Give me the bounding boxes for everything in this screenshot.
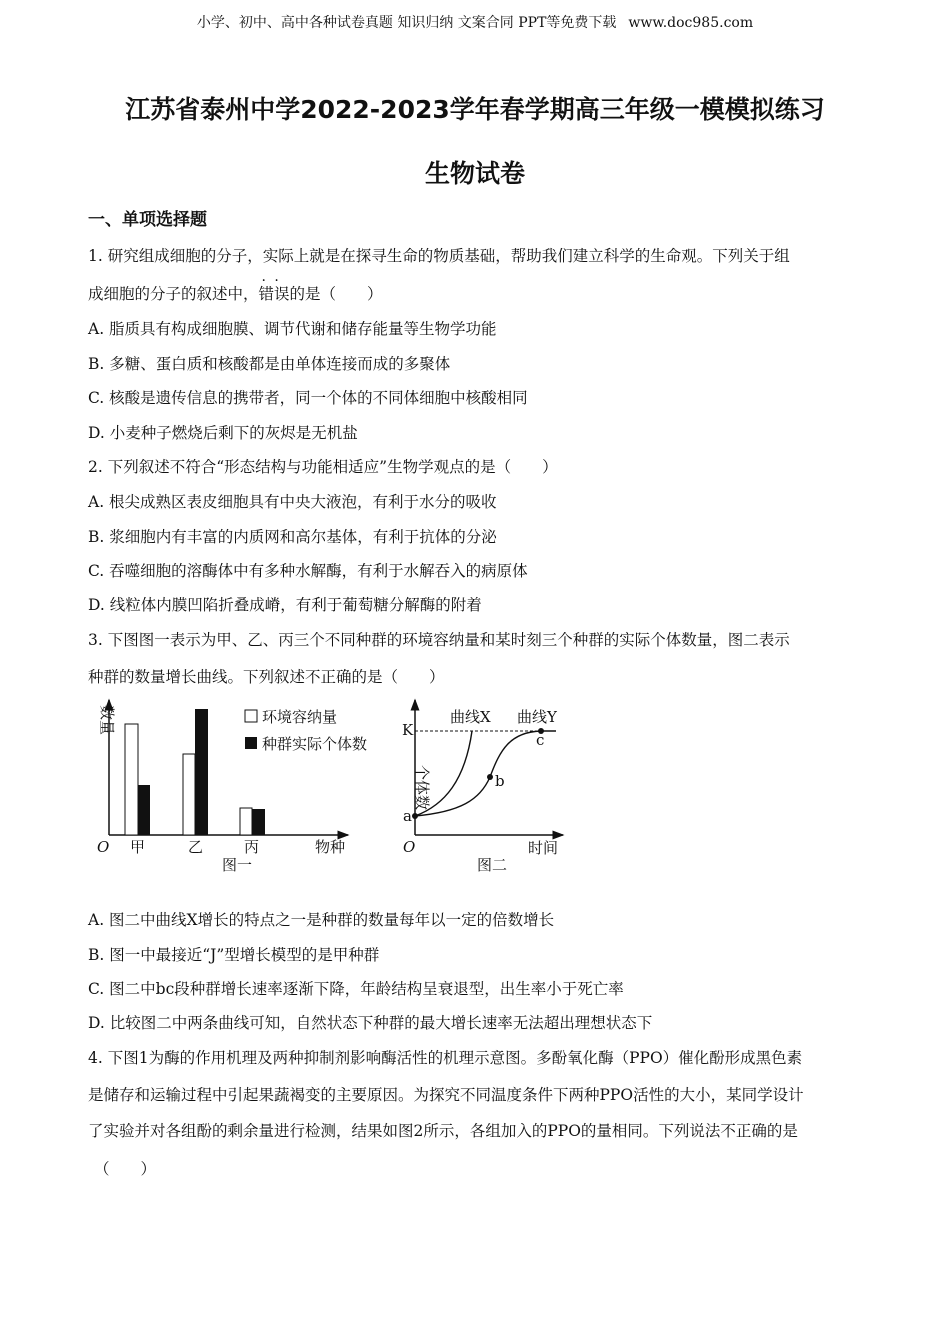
q1-stem: 1. 研究组成细胞的分子，实际上就是在探寻生命的物质基础，帮助我们建立科学的生命观。下列关于组 [88,247,790,265]
category-jia: 甲 [130,838,146,856]
bar-jia-capacity [125,724,138,835]
q4-stem-3: 了实验并对各组酚的剩余量进行检测，结果如图2所示，各组加入的PPO的量相同。下列说法不正确的是 [88,1122,798,1140]
y-label: 数量 [98,705,116,736]
text: 成细胞的分子的叙述中， [88,285,259,303]
x-label: 时间 [528,839,559,857]
q2-stem: 2. 下列叙述不符合“形态结构与功能相适应”生物学观点的是（ ） [88,458,558,476]
bar-bing-capacity [240,808,252,835]
q1-option-d: D. 小麦种子燃烧后剩下的灰烬是无机盐 [88,424,358,442]
q4-stem-2: 是储存和运输过程中引起果蔬褐变的主要原因。为探究不同温度条件下两种PPO活性的大小，某同学设计 [88,1086,804,1104]
text: 的是（ ） [289,285,383,303]
legend-swatch-capacity [245,710,257,722]
curve-y [415,731,556,816]
x-label: 物种 [315,838,346,856]
legend-capacity: 环境容纳量 [262,708,338,726]
category-yi: 乙 [188,838,204,856]
q3-stem: 3. 下图图一表示为甲、乙、丙三个不同种群的环境容纳量和某时刻三个种群的实际个体数量，图二表示 [88,631,790,649]
bar-yi-actual [195,709,208,835]
point-a [412,813,418,819]
figure-one [97,700,367,874]
k-label: K [402,721,414,739]
header-url: www.doc985.com [628,15,754,31]
legend-actual: 种群实际个体数 [262,735,368,753]
label-b: b [495,772,505,790]
bar-bing-actual [252,809,265,835]
figure-two [402,700,563,874]
header-text: 小学、初中、高中各种试卷真题 知识归纳 文案合同 PPT等免费下载 [196,15,617,31]
q2-option-b: B. 浆细胞内有丰富的内质网和高尔基体，有利于抗体的分泌 [88,528,497,546]
q3-option-d: D. 比较图二中两条曲线可知，自然状态下种群的最大增长速率无法超出理想状态下 [88,1014,653,1032]
q3-stem-cont: 种群的数量增长曲线。下列叙述不正确的是（ ） [88,668,445,686]
q1-option-a: A. 脂质具有构成细胞膜、调节代谢和储存能量等生物学功能 [88,320,497,338]
bar-jia-actual [138,785,150,835]
q2-option-d: D. 线粒体内膜凹陷折叠成嵴，有利于葡萄糖分解酶的附着 [88,596,482,614]
exam-subtitle: 生物试卷 [424,159,525,188]
emphasis-text: · · 错误 [259,285,290,303]
origin: O [97,838,110,856]
bar-yi-capacity [183,754,195,835]
legend-swatch-actual [245,737,257,749]
y-label: 个体数 [413,765,431,811]
point-b [487,774,493,780]
q2-option-c: C. 吞噬细胞的溶酶体中有多种水解酶，有利于水解吞入的病原体 [88,562,528,580]
q4-stem-1: 4. 下图1为酶的作用机理及两种抑制剂影响酶活性的机理示意图。多酚氧化酶（PPO）催化酚形成黑色素 [88,1049,803,1067]
q4-stem-4: （ ） [94,1160,157,1178]
caption: 图二 [477,856,508,874]
q2-option-a: A. 根尖成熟区表皮细胞具有中央大液泡，有利于水分的吸收 [88,493,497,511]
label-a: a [403,807,412,825]
label-curve-y: 曲线Y [517,708,557,726]
caption: 图一 [222,856,253,874]
category-bing: 丙 [244,838,260,856]
q3-option-b: B. 图一中最接近“J”型增长模型的是甲种群 [88,946,380,964]
q3-option-c: C. 图二中bc段种群增长速率逐渐下降，年龄结构呈衰退型，出生率小于死亡率 [88,980,624,998]
section-heading: 一、单项选择题 [88,210,207,230]
origin: O [403,838,416,856]
label-curve-x: 曲线X [450,708,491,726]
exam-title: 江苏省泰州中学2022-2023学年春学期高三年级一模模拟练习 [125,95,825,124]
q1-option-c: C. 核酸是遗传信息的携带者，同一个体的不同体细胞中核酸相同 [88,389,528,407]
q1-option-b: B. 多糖、蛋白质和核酸都是由单体连接而成的多聚体 [88,355,451,373]
label-c: c [536,731,545,749]
q3-option-a: A. 图二中曲线X增长的特点之一是种群的数量每年以一定的倍数增长 [88,911,555,929]
